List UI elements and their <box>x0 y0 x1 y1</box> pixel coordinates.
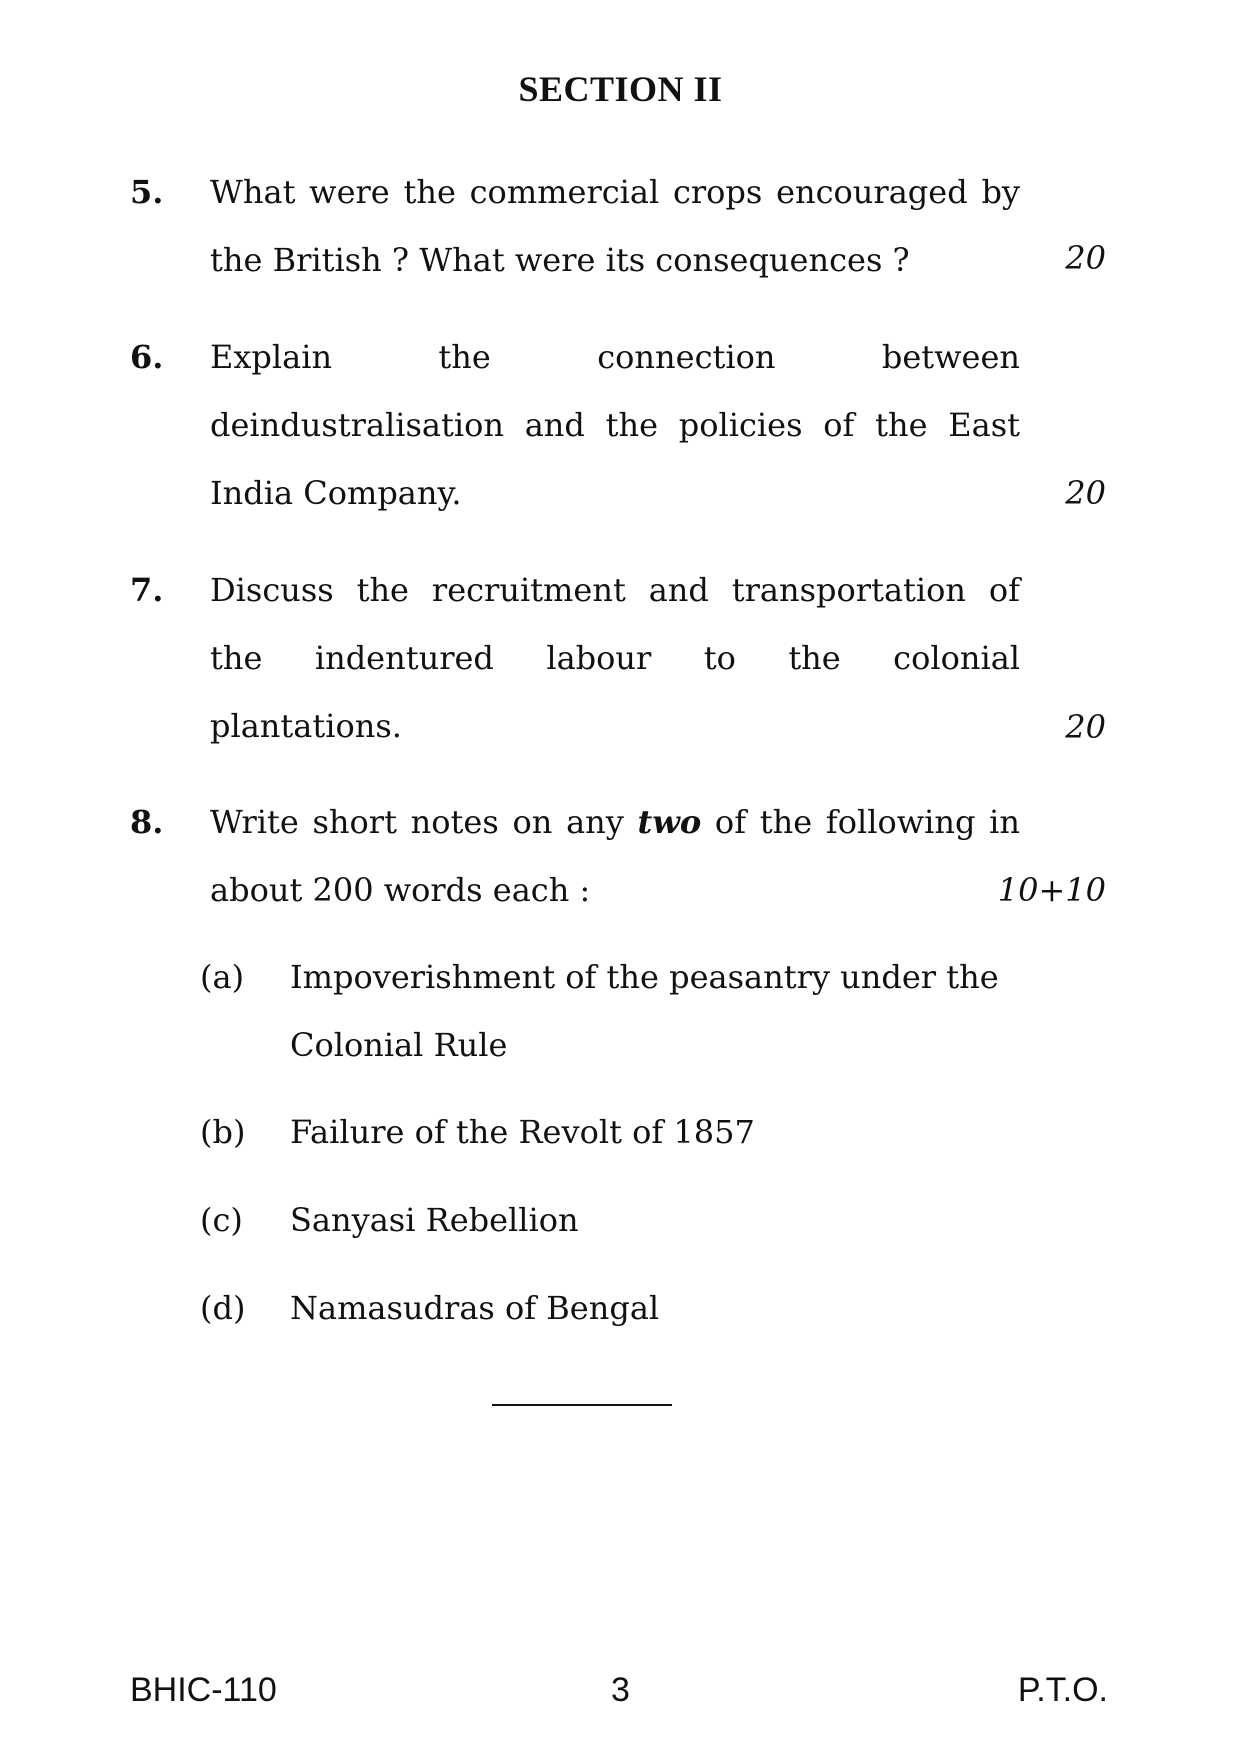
footer-pto: P.T.O. <box>1017 1671 1108 1709</box>
question-8-line-1-before: Write short notes on any <box>210 803 638 841</box>
question-5-line-2: the British ? What were its consequences ? <box>210 241 910 279</box>
question-7-line-1: Discuss the recruitment and transportation of <box>210 571 1020 609</box>
question-5-marks: 20 <box>1065 239 1106 277</box>
question-8-emphasis: two <box>637 803 702 841</box>
question-6-line-2: deindustralisation and the policies of the East <box>210 406 1020 444</box>
question-7-line-3: plantations. <box>210 707 402 745</box>
question-7-marks: 20 <box>1065 708 1106 746</box>
question-6-marks: 20 <box>1065 474 1106 512</box>
sub-item-a-text <box>290 943 1050 1079</box>
sub-item-d-label: (d) <box>200 1289 246 1327</box>
question-5-number: 5. <box>130 173 164 211</box>
question-8-line-2: about 200 words each : <box>210 871 591 909</box>
question-6-line-3: India Company. <box>210 474 462 512</box>
question-8-marks: 10+10 <box>997 871 1106 909</box>
question-8-number: 8. <box>130 803 164 841</box>
question-6-line-1: Explain the connection between <box>210 338 1020 376</box>
sub-item-a-line-2: Colonial Rule <box>290 1026 508 1064</box>
footer-page-number: 3 <box>611 1671 630 1709</box>
question-7-text <box>210 556 1020 760</box>
sub-item-a-line-1: Impoverishment of the peasantry under the <box>290 958 999 996</box>
sub-item-b-label: (b) <box>200 1113 246 1151</box>
sub-item-c-label: (c) <box>200 1201 243 1239</box>
question-8-line-1-after: of the following in <box>701 803 1021 841</box>
sub-item-a-label: (a) <box>200 958 245 996</box>
question-6-number: 6. <box>130 338 164 376</box>
question-5-line-1: What were the commercial crops encouraged by <box>210 173 1020 211</box>
question-7-line-2: the indentured labour to the colonial <box>210 639 1020 677</box>
question-7-number: 7. <box>130 571 164 609</box>
question-6-text <box>210 323 1020 527</box>
sub-item-b-text: Failure of the Revolt of 1857 <box>290 1113 755 1151</box>
question-5-text <box>210 158 1020 294</box>
footer-course-code: BHIC-110 <box>130 1671 277 1709</box>
question-8-line-1 <box>210 788 1020 856</box>
question-8-text <box>210 788 1020 924</box>
sub-item-d-text: Namasudras of Bengal <box>290 1289 660 1327</box>
section-title: SECTION II <box>518 69 723 109</box>
sub-item-c-text: Sanyasi Rebellion <box>290 1201 579 1239</box>
end-rule <box>492 1404 672 1406</box>
